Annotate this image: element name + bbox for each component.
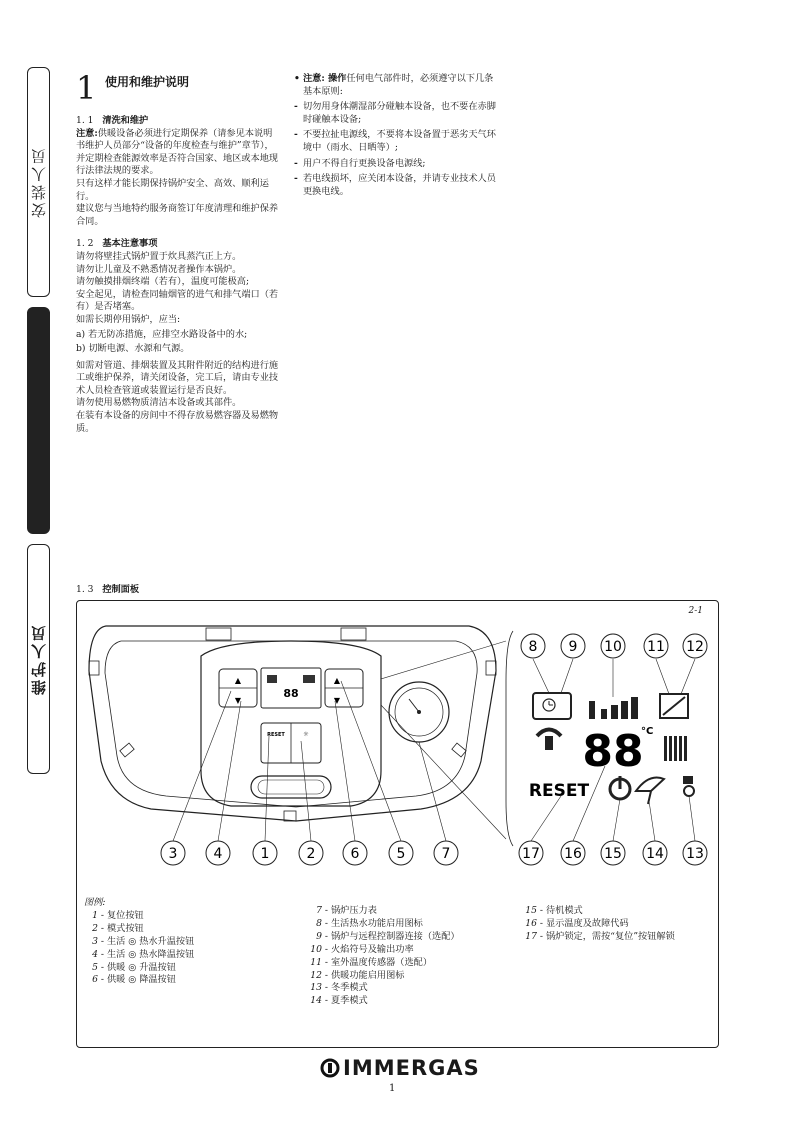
legend-item: 14 - 夏季模式 [308,995,460,1008]
legend-text: 锅炉锁定，需按“复位”按钮解锁 [545,930,675,942]
legend-item: 5 - 供暖 ◎ 升温按钮 [84,962,194,975]
legend-item: 8 - 生活热水功能启用图标 [308,918,460,931]
left-column [76,115,280,435]
legend-number: 6 [92,974,98,986]
callout-number: 15 [604,846,622,862]
legend-col3 [523,905,675,944]
heating-down-icon: ▼ [333,696,341,705]
note-label: 注意: [76,127,98,139]
legend-number: 13 [310,982,322,994]
legend-item: 13 - 冬季模式 [308,982,460,995]
legend-item: 6 - 供暖 ◎ 降温按钮 [84,974,194,987]
callout-number: 16 [564,846,582,862]
paragraph: a) 若无防冻措施，应排空水路设备中的水; [76,328,248,340]
list-item: - 不要拉扯电源线，不要将本设备置于恶劣天气环境中（雨水、日晒等）; [294,129,496,153]
bottom-slot [251,776,331,798]
legend-number: 17 [525,930,537,942]
section-title: 基本注意事项 [102,238,158,250]
section-title: 清洗和维护 [102,115,149,126]
callout-number: 4 [213,846,223,862]
legend-text: 生活热水功能启用图标 [330,917,423,929]
legend-number: 12 [310,969,322,981]
button-symbol-icon: ◎ [128,935,140,947]
legend-item: 3 - 生活 ◎ 热水升温按钮 [84,936,194,949]
callout-number: 13 [686,846,704,862]
left-clip [89,661,99,675]
heating-up-icon: ▲ [333,676,341,685]
brand-name: IMMERGAS [343,1056,480,1080]
lcd-digits: 88 [582,726,644,777]
chapter-title: 使用和维护说明 [105,75,190,89]
callout-number: 12 [686,639,704,655]
callout-number: 2 [306,846,316,862]
lcd-unit: °C [641,726,654,737]
paragraph: 供暖设备必须进行定期保养（请参见本说明书维护人员部分“设备的年度检查与维护”章节），并定期检查能源效率是否符合国家、地区或本地现行法律法规的要求。 [76,127,279,177]
list-item: - 用户不得自行更换设备电源线; [294,157,426,169]
legend-item: 17 - 锅炉锁定，需按“复位”按钮解锁 [523,931,675,944]
legend-text: 室外温度传感器（选配） [330,956,433,968]
bullet-marker: • [294,73,300,84]
legend-number: 1 [92,909,98,921]
callout-number: 8 [528,639,538,655]
legend-number: 7 [316,905,322,916]
callout-number: 9 [568,639,578,655]
lcd-reset-label: RESET [528,781,590,801]
legend-number: 4 [92,948,98,960]
section-number: 1. 3 [76,584,94,595]
winter-icon [684,786,694,796]
button-symbol-icon: ◎ [128,948,140,960]
callout-number: 14 [646,846,664,862]
tab-maintenance-label: 维护人员 [30,623,48,695]
legend-text: 待机模式 [545,905,583,916]
legend-item: 9 - 锅炉与远程控制器连接（选配） [308,931,460,944]
callout-number: 5 [396,846,406,862]
button-symbol-icon: ◎ [128,974,140,986]
paragraph: 请勿使用易燃物质清洁本设备或其部件。 [76,397,242,409]
legend-text: 模式按钮 [106,922,144,934]
flame-icon [589,701,595,719]
paragraph: 请勿触摸排烟终端（若有），温度可能极高; [76,276,250,288]
legend-text: 复位按钮 [106,909,144,921]
legend-number: 11 [310,956,322,968]
callout-number: 7 [441,846,451,862]
legend-number: 3 [92,935,98,947]
legend-item: 2 - 模式按钮 [84,923,194,936]
legend-number: 5 [92,961,98,973]
section-1-1-para [76,128,280,178]
legend-item: 7 - 锅炉压力表 [308,905,460,918]
legend-text: 供暖功能启用图标 [330,969,405,981]
remote-icon [533,693,571,719]
heating-radiator-icon [664,736,687,761]
paragraph: 如需长期停用锅炉，应当: [76,313,181,325]
dhw-tap-icon [537,730,561,737]
legend-item: 15 - 待机模式 [523,905,675,918]
legend-text: 夏季模式 [330,995,368,1007]
paragraph: 在装有本设备的房间中不得存放易燃容器及易燃物质。 [76,410,279,434]
legend-text: 显示温度及故障代码 [545,917,629,929]
paragraph: 只有这样才能长期保持锅炉安全、高效、顺利运行。 [76,177,269,202]
paragraph: 安全起见，请检查同轴烟管的进气和排气端口（若有）是否堵塞。 [76,288,279,313]
tab-installer-label: 安装人员 [30,146,48,218]
section-number: 1. 1 [76,115,94,126]
paragraph: 请勿将壁挂式锅炉置于炊具蒸汽正上方。 [76,250,242,262]
legend-item: 10 - 火焰符号及输出功率 [308,944,460,957]
legend-prefix: 生活 [106,935,129,947]
legend-item: 4 - 生活 ◎ 热水降温按钮 [84,949,194,962]
legend-text: 热水降温按钮 [139,948,195,960]
legend-prefix: 生活 [106,948,129,960]
legend-item: 16 - 显示温度及故障代码 [523,918,675,931]
tab-user-active[interactable] [27,307,50,534]
callout-number: 3 [168,846,178,862]
legend-text: 锅炉与远程控制器连接（选配） [330,930,460,942]
section-number: 1. 2 [76,238,94,250]
lead-note [294,73,500,98]
legend-text: 升温按钮 [139,961,176,973]
legend-number: 2 [92,922,98,934]
legend-item: 12 - 供暖功能启用图标 [308,970,460,983]
button-symbol-icon: ◎ [128,961,140,973]
paragraph: b) 切断电源、水源和气源。 [76,343,190,355]
callout-number: 17 [522,846,540,862]
paragraph: 请勿让儿童及不熟悉情况者操作本锅炉。 [76,263,242,275]
legend-number: 16 [525,917,537,929]
legend-text: 锅炉压力表 [330,905,377,916]
summer-icon [636,778,664,805]
paragraph: 如需对管道、排烟装置及其附件附近的结构进行施工或维护保养，请关闭设备，完工后，请由专业技术人员检查管道或装置运行是否良好。 [76,359,279,396]
note-label: 注意: 操作 [303,73,347,84]
callout-number: 10 [604,639,622,655]
section-1-3-heading [76,584,276,597]
list-item: - 切勿用身体潮湿部分碰触本设备，也不要在赤脚时碰触本设备; [294,101,496,125]
legend-item: 11 - 室外温度传感器（选配） [308,957,460,970]
legend-text: 降温按钮 [139,974,176,986]
tab-maintenance[interactable] [27,544,50,774]
right-column [294,73,500,198]
page-number: 1 [389,1083,396,1094]
right-clip [486,661,496,675]
callout-number: 6 [350,846,360,862]
paragraph: 建议您与当地特约服务商签订年度清理和维护保养合同。 [76,203,279,227]
legend-title: 图例: [84,897,106,908]
paragraph: 任何电气部件时，必须遵守以下几条基本原则: [303,73,494,97]
panel-reset-label: RESET [267,732,285,738]
legend-number: 10 [310,943,322,955]
legend-number: 9 [316,930,322,942]
legend-number: 14 [310,995,322,1007]
section-1-2-heading [76,238,280,251]
brand-mark-icon [320,1058,340,1078]
legend-number: 8 [316,917,322,929]
dhw-up-icon: ▲ [234,676,242,685]
legend-item: 1 - 复位按钮 [84,910,194,923]
chapter-number: 1 [76,69,97,107]
legend-text: 热水升温按钮 [139,935,195,947]
callout-number: 1 [260,846,270,862]
panel-display-digits: 88 [283,687,299,700]
dhw-down-icon: ▼ [234,696,242,705]
legend-prefix: 供暖 [106,961,129,973]
section-title: 控制面板 [102,584,140,595]
legend-col1 [84,897,194,987]
legend-text: 火焰符号及输出功率 [330,943,414,955]
list-item: - 若电线损坏，应关闭本设备，并请专业技术人员更换电线。 [294,173,496,197]
mode-icon: ☼ [303,731,309,738]
control-panel-figure [76,600,719,1048]
legend-text: 冬季模式 [330,982,368,994]
legend-number: 15 [525,905,537,916]
figure-id: 2-1 [688,606,703,616]
tab-installer[interactable] [27,67,50,297]
callout-number: 11 [647,639,665,655]
section-1-1-heading [76,115,280,128]
brand-logo [320,1056,480,1080]
legend-col2 [308,905,460,1008]
legend-prefix: 供暖 [106,974,129,986]
